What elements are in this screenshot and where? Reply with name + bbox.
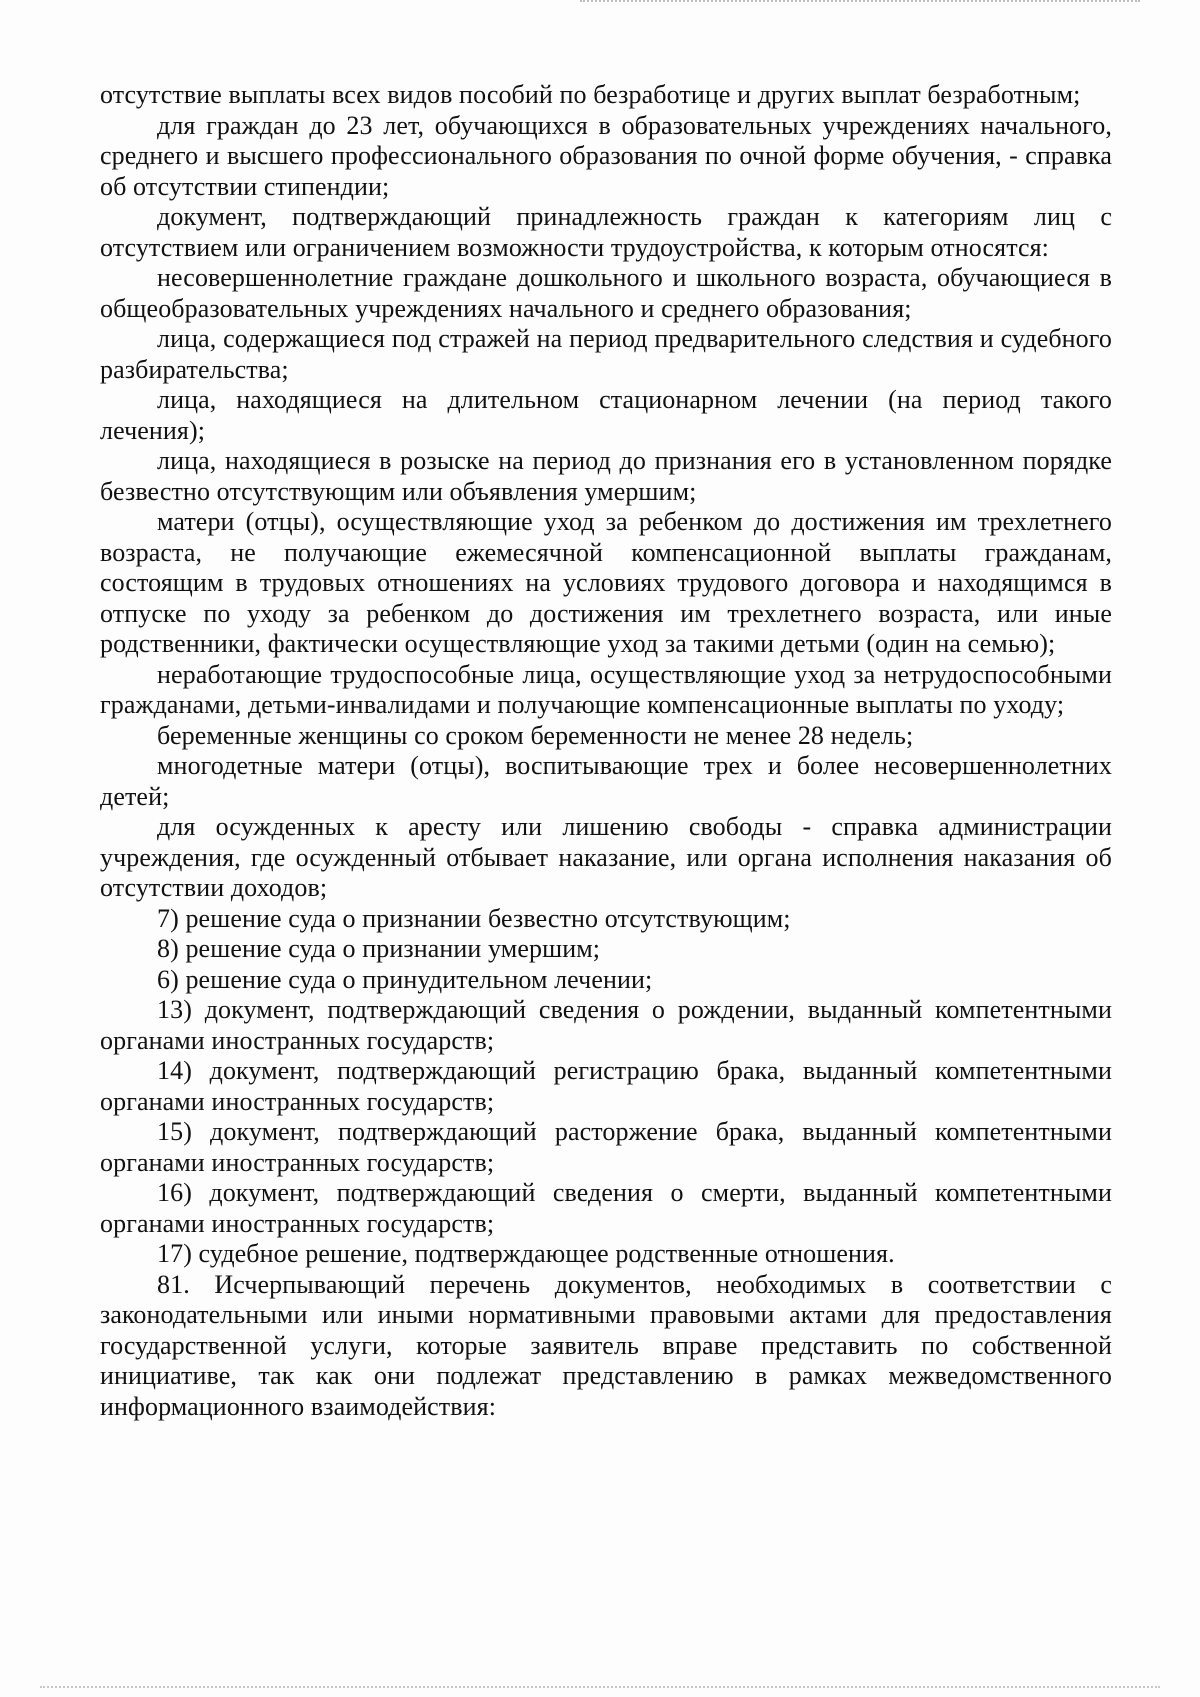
paragraph-unemployment-benefits: отсутствие выплаты всех видов пособий по безработице и других выплат безработным; (100, 80, 1081, 109)
paragraph-detained: лица, содержащиеся под стражей на период предварительного следствия и судебного разбирательства; (100, 324, 1112, 384)
scan-edge-top (580, 0, 1140, 5)
list-item-16: 16) документ, подтверждающий сведения о смерти, выданный компетентными органами иностранных государств; (100, 1178, 1112, 1238)
paragraph-caregivers: неработающие трудоспособные лица, осуществляющие уход за нетрудоспособными гражданами, детьми-инвалидами и получающие компенсационные выплаты по уходу; (100, 659, 1112, 719)
list-item-13: 13) документ, подтверждающий сведения о рождении, выданный компетентными органами иностранных государств; (100, 995, 1112, 1055)
document-body (100, 80, 1112, 1422)
list-item-14: 14) документ, подтверждающий регистрацию брака, выданный компетентными органами иностранных государств; (100, 1056, 1112, 1116)
list-item-15: 15) документ, подтверждающий расторжение брака, выданный компетентными органами иностранных государств; (100, 1117, 1112, 1177)
scan-edge-bottom (40, 1686, 1160, 1691)
list-item-7: 7) решение суда о признании безвестно отсутствующим; (157, 903, 791, 933)
list-item-6: 6) решение суда о принудительном лечении; (157, 964, 653, 994)
list-item-8: 8) решение суда о признании умершим; (157, 934, 601, 963)
paragraph-convicted: для осужденных к аресту или лишению свободы - справка администрации учреждения, где осужденный отбывает наказание, или органа исполнения наказания об отсутствии доходов; (100, 812, 1112, 902)
paragraph-employment-restriction-doc: документ, подтверждающий принадлежность граждан к категориям лиц с отсутствием или ограничением возможности трудоустройства, к которым относятся: (100, 202, 1112, 262)
paragraph-inpatient: лица, находящиеся на длительном стационарном лечении (на период такого лечения); (100, 385, 1112, 445)
paragraph-wanted: лица, находящиеся в розыске на период до признания его в установленном порядке безвестно отсутствующим или объявления умершим; (100, 446, 1112, 506)
paragraph-81: 81. Исчерпывающий перечень документов, необходимых в соответствии с законодательными или иными нормативными правовыми актами для предоставления государственной услуги, которые заявитель вправе представить по собственной инициативе, так как они подлежат представлению в рамках межведомственного информационного взаимодействия: (100, 1269, 1112, 1421)
paragraph-students-stipend: для граждан до 23 лет, обучающихся в образовательных учреждениях начального, среднего и высшего профессионального образования по очной форме обучения, - справка об отсутствии стипендии; (100, 110, 1112, 201)
paragraph-parents-childcare: матери (отцы), осуществляющие уход за ребенком до достижения им трехлетнего возраста, не получающие ежемесячной компенсационной выплаты гражданам, состоящим в трудовых отношениях на условиях трудового договора и находящимся в отпуске по уходу за ребенком до достижения им трехлетнего возраста, или иные родственники, фактически осуществляющие уход за такими детьми (один на семью); (100, 507, 1112, 658)
paragraph-large-families: многодетные матери (отцы), воспитывающие трех и более несовершеннолетних детей; (100, 751, 1112, 811)
paragraph-minors: несовершеннолетние граждане дошкольного и школьного возраста, обучающиеся в общеобразовательных учреждениях начального и среднего образования; (100, 263, 1112, 323)
list-item-17: 17) судебное решение, подтверждающее родственные отношения. (157, 1239, 895, 1268)
paragraph-pregnant: беременные женщины со сроком беременности не менее 28 недель; (157, 720, 914, 750)
